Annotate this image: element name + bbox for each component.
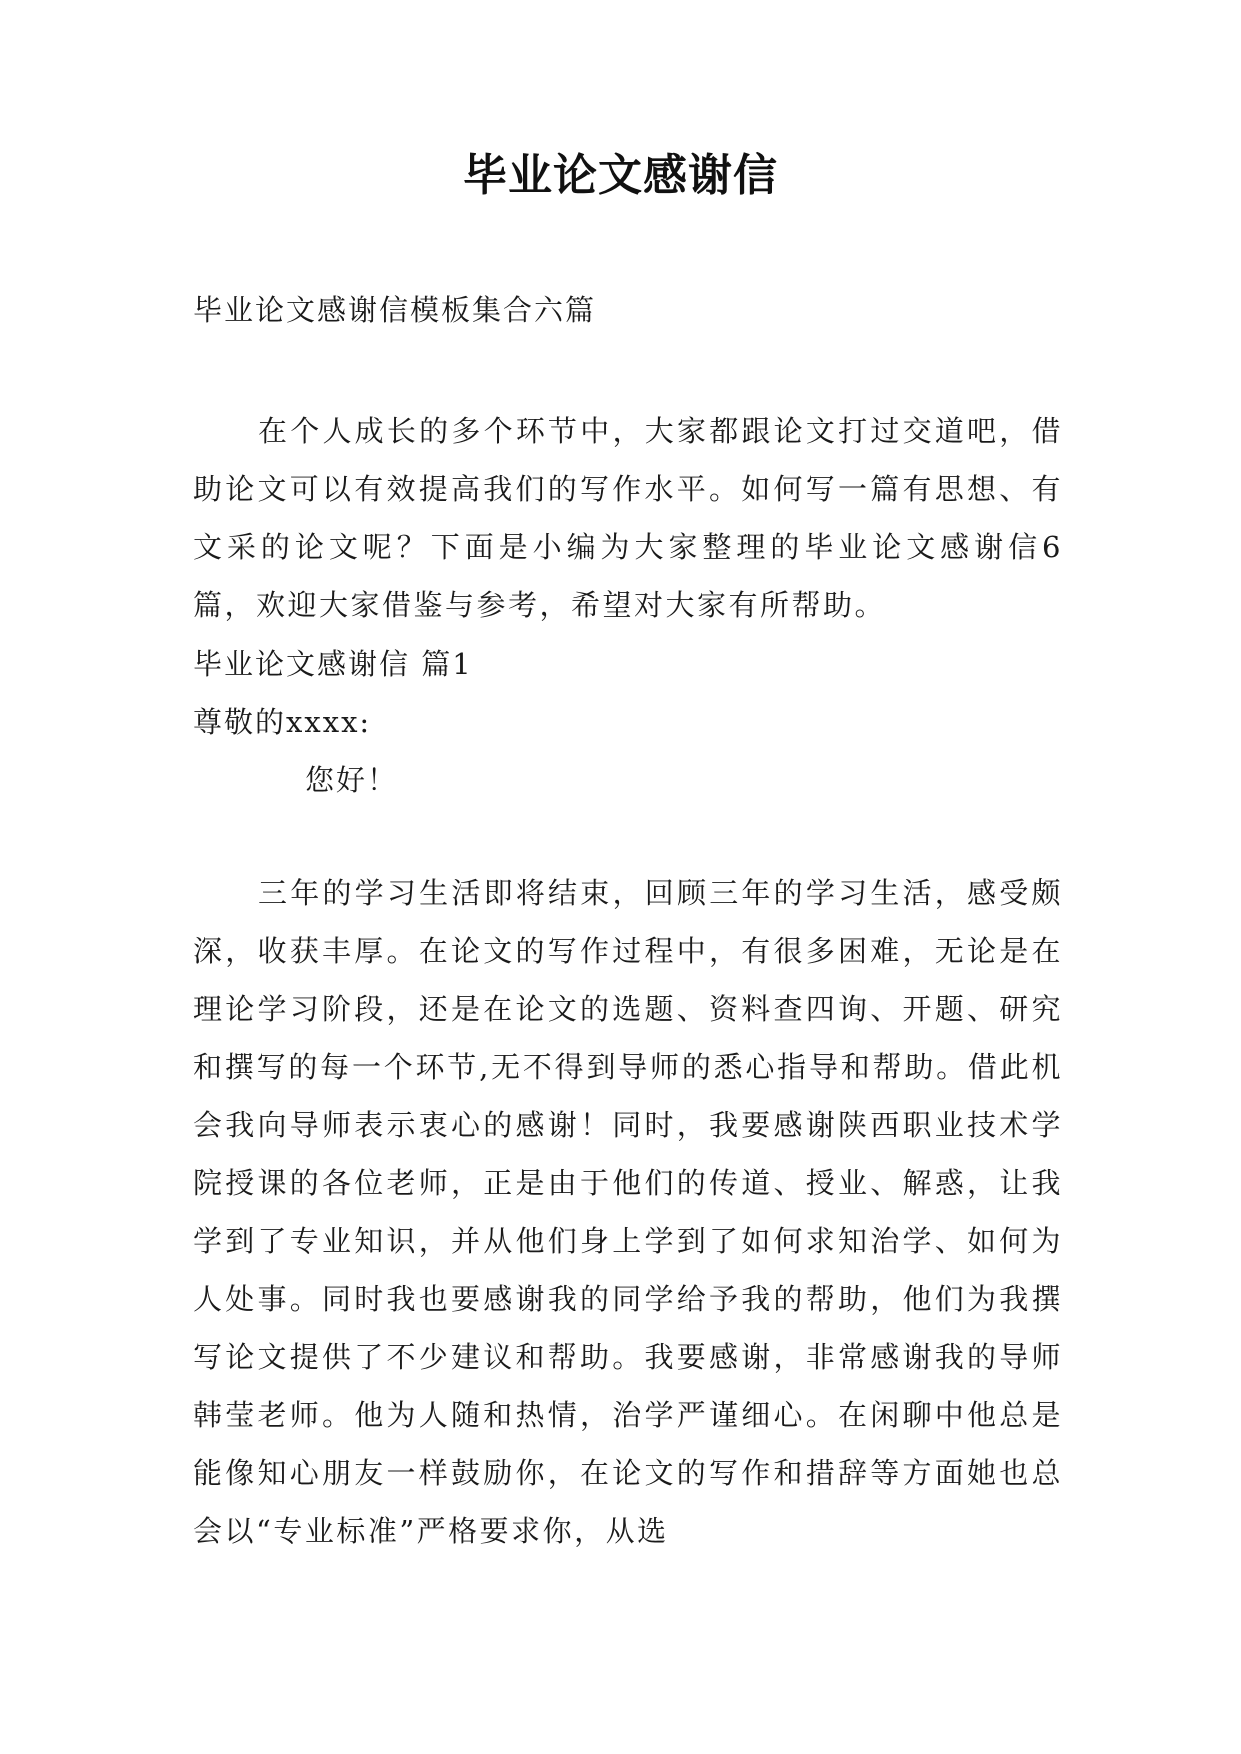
letter-greeting: 您好！ bbox=[305, 763, 399, 797]
section-heading: 毕业论文感谢信 篇1 bbox=[193, 647, 473, 681]
intro-paragraph: 在个人成长的多个环节中，大家都跟论文打过交道吧，借助论文可以有效提高我们的写作水平。如何写一篇有思想、有文采的论文呢？下面是小编为大家整理的毕业论文感谢信6篇，欢迎大家借鉴与参考，希望对大家有所帮助。 bbox=[193, 414, 1063, 622]
letter-salutation: 尊敬的xxxx: bbox=[193, 705, 372, 739]
document-subtitle: 毕业论文感谢信模板集合六篇 bbox=[193, 293, 597, 327]
document-title: 毕业论文感谢信 bbox=[463, 150, 778, 201]
letter-body-paragraph: 三年的学习生活即将结束，回顾三年的学习生活，感受颇深，收获丰厚。在论文的写作过程中，有很多困难，无论是在理论学习阶段，还是在论文的选题、资料查四询、开题、研究和撰写的每一个环节,无不得到导师的悉心指导和帮助。借此机会我向导师表示衷心的感谢！同时，我要感谢陕西职业技术学院授课的各位老师，正是由于他们的传道、授业、解惑，让我学到了专业知识，并从他们身上学到了如何求知治学、如何为人处事。同时我也要感谢我的同学给予我的帮助，他们为我撰写论文提供了不少建议和帮助。我要感谢，非常感谢我的导师韩莹老师。他为人随和热情，治学严谨细心。在闲聊中他总是能像知心朋友一样鼓励你，在论文的写作和措辞等方面她也总会以“专业标准”严格要求你，从选 bbox=[193, 876, 1063, 1548]
